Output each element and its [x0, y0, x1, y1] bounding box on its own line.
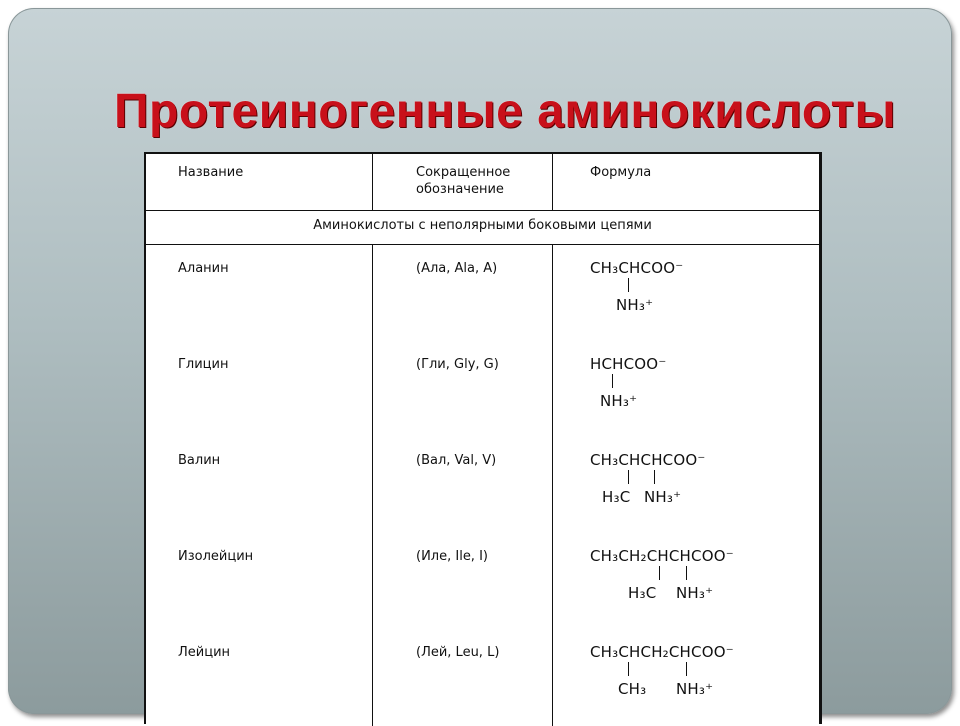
formula-sub-right: NH₃⁺: [676, 584, 714, 602]
formula-main: CH₃CHCH₂CHCOO⁻: [590, 643, 734, 661]
bond-line: [686, 662, 687, 676]
row-abbr: (Иле, Ile, I): [416, 549, 488, 564]
formula-main: HCHCOO⁻: [590, 355, 667, 373]
header-name: Название: [178, 165, 244, 180]
section-divider: [146, 244, 819, 245]
bond-line: [628, 470, 629, 484]
formula-sub-right: NH₃⁺: [676, 680, 714, 698]
header-abbr-line1: Сокращенное: [416, 165, 511, 180]
column-divider: [552, 154, 553, 210]
section-nonpolar: Аминокислоты с неполярными боковыми цепями: [313, 218, 652, 233]
header-abbr-line2: обозначение: [416, 182, 504, 197]
column-divider: [552, 244, 553, 726]
slide-title: Протеиногенные аминокислоты: [114, 85, 896, 138]
column-divider: [372, 154, 373, 210]
formula-main: CH₃CHCOO⁻: [590, 259, 684, 277]
amino-acid-table: [144, 152, 822, 724]
row-abbr: (Ала, Ala, A): [416, 261, 498, 276]
row-name: Глицин: [178, 357, 229, 372]
formula-main: CH₃CHCHCOO⁻: [590, 451, 706, 469]
formula-sub-right: NH₃⁺: [644, 488, 682, 506]
row-abbr: (Гли, Gly, G): [416, 357, 499, 372]
row-name: Аланин: [178, 261, 229, 276]
bond-line: [659, 566, 660, 580]
formula-main: CH₃CH₂CHCHCOO⁻: [590, 547, 734, 565]
bond-line: [628, 278, 629, 292]
bond-line: [654, 470, 655, 484]
bond-line: [686, 566, 687, 580]
row-name: Валин: [178, 453, 221, 468]
row-name: Изолейцин: [178, 549, 254, 564]
formula-sub: NH₃⁺: [616, 296, 654, 314]
formula-sub: NH₃⁺: [600, 392, 638, 410]
formula-sub-left: H₃C: [628, 584, 657, 602]
bond-line: [612, 374, 613, 388]
row-abbr: (Лей, Leu, L): [416, 645, 500, 660]
formula-sub-left: H₃C: [602, 488, 631, 506]
column-divider: [372, 244, 373, 726]
row-name: Лейцин: [178, 645, 231, 660]
bond-line: [628, 662, 629, 676]
header-formula: Формула: [590, 165, 652, 180]
formula-sub-left: CH₃: [618, 680, 647, 698]
header-divider: [146, 210, 819, 211]
row-abbr: (Вал, Val, V): [416, 453, 497, 468]
